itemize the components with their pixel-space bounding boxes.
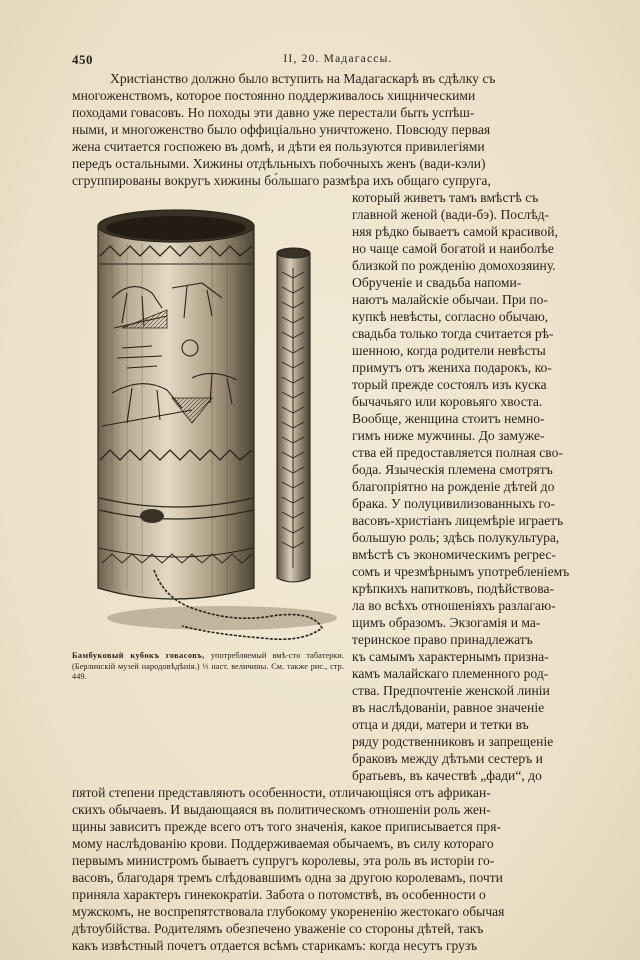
text-line: первымъ министромъ бываетъ супругъ королевы, эта роль въ исторіи го- bbox=[72, 853, 495, 868]
text-line: Вообще, женщина стоитъ немно- bbox=[352, 411, 545, 426]
text-line: Христіанство должно было вступить на Мадагаскарѣ въ сдѣлку съ bbox=[110, 71, 496, 86]
text-line: благопріятно на рожденіе дѣтей до bbox=[352, 479, 555, 494]
text-line: близкой по рожденію домохозяину. bbox=[352, 258, 556, 273]
text-line: мужскомъ, не воспрепятствовала глубокому укорененію жестокаго обычая bbox=[72, 904, 505, 919]
text-line: примутъ отъ жениха подарокъ, ко- bbox=[352, 360, 552, 375]
text-line: щимъ образомъ. Экзогамія и ма- bbox=[352, 615, 541, 630]
text-line: большую роль; здѣсь полукультура, bbox=[352, 530, 560, 545]
text-line: васовъ-христіанъ лицемѣріе играетъ bbox=[352, 513, 564, 528]
figure-caption bbox=[72, 651, 344, 683]
text-line: торый прежде состоялъ изъ куска bbox=[352, 377, 547, 392]
text-line: но чаще самой богатой и наиболѣе bbox=[352, 241, 554, 256]
text-line: камъ малайскаго племенного род- bbox=[352, 666, 549, 681]
text-line: дѣтоубійства. Родителямъ обезпечено уваженіе со стороны дѣтей, такъ bbox=[72, 921, 484, 936]
text-line: васовъ, благодаря тремъ слѣдовавшимъ одна за другою королевамъ, почти bbox=[72, 870, 503, 885]
text-line: шенною, когда родители невѣсты bbox=[352, 343, 546, 358]
text-line: гимъ ниже мужчины. До замуже- bbox=[352, 428, 545, 443]
caption-lead: Бамбуковый кубокъ говасовъ, bbox=[72, 651, 205, 660]
text-line: сгруппированы вокругъ хижины бо́льшаго размѣра ихъ общаго супруга, bbox=[72, 173, 491, 188]
text-line: браковъ между дѣтьми сестеръ и bbox=[352, 751, 543, 766]
text-line: братьевъ, въ качествѣ „фади“, до bbox=[352, 768, 542, 783]
text-line: сомъ и чрезмѣрнымъ употребленіемъ bbox=[352, 564, 570, 579]
text-line: ными, и многоженство было оффиціально уничтожено. Повсюду первая bbox=[72, 122, 491, 137]
text-line: къ самымъ характернымъ призна- bbox=[352, 649, 549, 664]
text-line: брака. У полуцивилизованныхъ го- bbox=[352, 496, 556, 511]
text-line: бода. Языческія племена смотрятъ bbox=[352, 462, 553, 477]
engraving-svg bbox=[72, 198, 344, 648]
text-line: отца и дяди, матери и тетки въ bbox=[352, 717, 529, 732]
text-line: походами говасовъ. Но походы эти давно уже перестали быть успѣш- bbox=[72, 105, 475, 120]
text-line: вмѣстѣ съ экономическимъ регрес- bbox=[352, 547, 556, 562]
text-line: скихъ обычаевъ. И выдающаяся въ политическомъ отношеніи роль жен- bbox=[72, 802, 491, 817]
text-line: купкѣ невѣсты, согласно обычаю, bbox=[352, 309, 549, 324]
text-line: щины зависитъ прежде всего отъ того значенія, какое приписывается пря- bbox=[72, 819, 502, 834]
text-line: приняла характеръ гинекократіи. Забота о потомствѣ, въ особенности о bbox=[72, 887, 486, 902]
text-line: Обрученіе и свадьба напоми- bbox=[352, 275, 522, 290]
text-line: наютъ малайскіе обычаи. При по- bbox=[352, 292, 548, 307]
text-line: ряду родственниковъ и запрещеніе bbox=[352, 734, 554, 749]
text-line: теринское право принадлежатъ bbox=[352, 632, 533, 647]
text-line: многоженствомъ, которое постоянно поддерживалось хищническими bbox=[72, 88, 476, 103]
text-line: пятой степени представляютъ особенности, отличающіяся отъ африкан- bbox=[72, 785, 491, 800]
text-line: главной женой (вади-бэ). Послѣд- bbox=[352, 207, 550, 222]
page-header bbox=[72, 52, 604, 70]
text-line: который живетъ тамъ вмѣстѣ съ bbox=[352, 190, 539, 205]
text-line: жена считается госпожею въ домѣ, и дѣти ея пользуются привилегіями bbox=[72, 139, 485, 154]
text-line: няя рѣдко бываетъ самой красивой, bbox=[352, 224, 558, 239]
text-line: ства ей предоставляется полная сво- bbox=[352, 445, 563, 460]
text-line: въ наслѣдованіи, равное значеніе bbox=[352, 700, 545, 715]
text-line: какъ извѣстный почетъ отдается всѣмъ старикамъ: когда несутъ грузъ bbox=[72, 938, 478, 953]
running-title: II, 20. Мадагассы. bbox=[283, 53, 393, 65]
page-number: 450 bbox=[72, 52, 93, 67]
text-line: передъ остальными. Хижины отдѣльныхъ побочныхъ женъ (вади-кэли) bbox=[72, 156, 486, 171]
text-line: бычачьяго или коровьяго хвоста. bbox=[352, 394, 543, 409]
text-line: крѣпкихъ напитковъ, подѣйствова- bbox=[352, 581, 555, 596]
text-line: свадьба только тогда считается рѣ- bbox=[352, 326, 554, 341]
text-line: ла во всѣхъ отношеніяхъ разлагаю- bbox=[352, 598, 556, 613]
bamboo-cup-illustration bbox=[72, 198, 344, 648]
text-line: ства. Предпочтеніе женской линіи bbox=[352, 683, 550, 698]
text-line: мому наслѣдованію крови. Поддерживаемая обычаемъ, въ силу котораго bbox=[72, 836, 494, 851]
caption-text: употребляемый вмѣ-сто табатерки. (Берлинскій музей народовѣдѣнія.) ⅓ наст. величины. См. также рис., стр. 449. bbox=[72, 651, 344, 681]
